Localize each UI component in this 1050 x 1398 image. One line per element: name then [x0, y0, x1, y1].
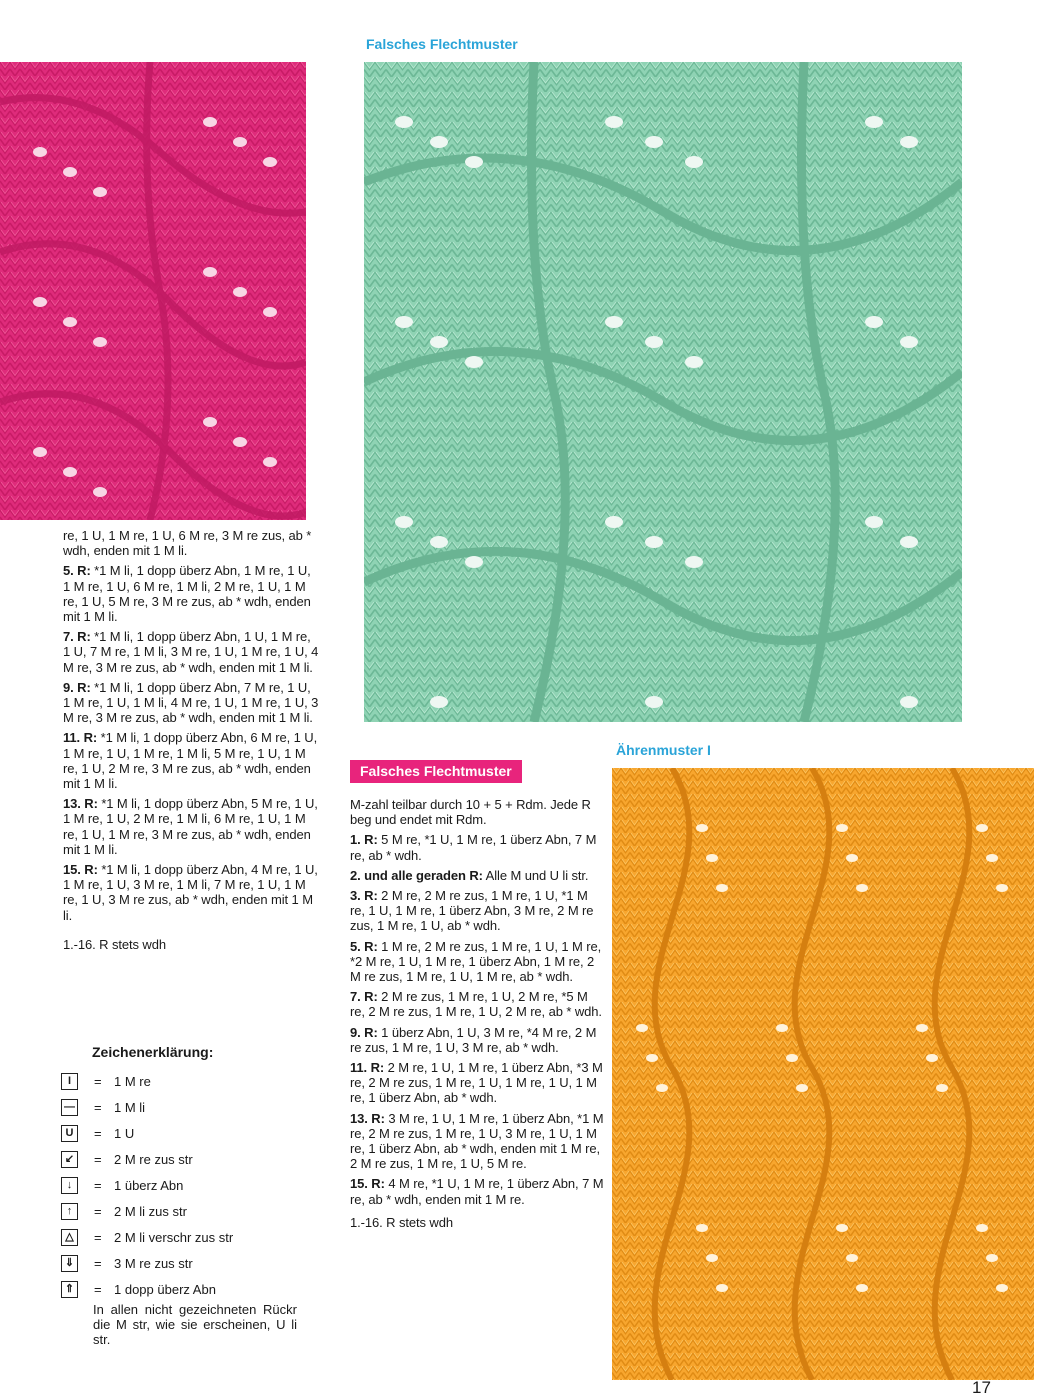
instruction-row — [350, 1111, 606, 1172]
legend-text: 2 M li zus str — [114, 1203, 187, 1219]
pink-lace-swatch-photo — [0, 62, 306, 520]
legend-text: 2 M li verschr zus str — [114, 1229, 234, 1245]
instruction-row — [350, 989, 606, 1019]
legend-note: In allen nicht gezeichneten Rückr die M str, wie sie erscheinen, U li str. — [93, 1302, 297, 1348]
instruction-row — [350, 1176, 606, 1206]
instruction-row — [350, 868, 606, 883]
repeat-note: 1.-16. R stets wdh — [350, 1214, 453, 1230]
yarn-over-icon: U — [61, 1125, 78, 1142]
row-label: 2. und alle geraden R: — [350, 867, 483, 883]
equals-sign: = — [94, 1203, 102, 1219]
row-label: 9. R: — [63, 679, 91, 695]
instruction-row — [63, 563, 321, 624]
row-text: *1 M li, 1 dopp überz Abn, 4 M re, 1 U, 1 M re, 1 U, 3 M re, 1 M li, 7 M re, 1 U, 1 M re, 1 U, 3 M re zus, ab * wdh, enden mit 1 M li. — [63, 862, 318, 923]
instruction-row — [63, 629, 321, 675]
instruction-row — [63, 680, 321, 726]
instruction-row — [63, 528, 321, 558]
photo-caption-falsches-flechtmuster: Falsches Flechtmuster — [366, 36, 518, 52]
row-label: 11. R: — [63, 730, 98, 746]
instruction-row — [350, 888, 606, 934]
equals-sign: = — [94, 1151, 102, 1167]
legend-text: 1 M li — [114, 1099, 146, 1115]
equals-sign: = — [94, 1281, 102, 1297]
equals-sign: = — [94, 1229, 102, 1245]
instruction-row — [63, 730, 321, 791]
instruction-row — [63, 796, 321, 857]
legend-text: 1 dopp überz Abn — [114, 1281, 216, 1297]
row-label: 1. R: — [350, 832, 378, 848]
green-lace-swatch-photo — [364, 62, 962, 722]
equals-sign: = — [94, 1255, 102, 1271]
row-text: *1 M li, 1 dopp überz Abn, 1 U, 1 M re, 1 U, 7 M re, 1 M li, 3 M re, 1 U, 1 M re, 1 U, 4 M re, 3 M re zus, ab * wdh, enden mit 1 M li. — [63, 629, 319, 675]
equals-sign: = — [94, 1099, 102, 1115]
row-label: 7. R: — [63, 629, 91, 645]
green-swatch-image — [364, 62, 962, 722]
section-heading-badge: Falsches Flechtmuster — [350, 760, 522, 783]
orange-lace-swatch-photo — [612, 768, 1034, 1380]
legend-row — [61, 1276, 321, 1302]
legend-row — [61, 1172, 321, 1198]
p2tog-icon: ↑ — [61, 1203, 78, 1220]
legend-row — [61, 1120, 321, 1146]
instruction-row — [63, 862, 321, 923]
row-text: 3 M re, 1 U, 1 M re, 1 überz Abn, *1 M re, 2 M re zus, 1 M re, 1 U, 3 M re, 1 U, 1 M re, 1 überz Abn, ab * wdh, enden mit 1 M re, 2 M re zus, 1 M re, 1 U, 5 M re. — [350, 1110, 604, 1172]
row-text: 1 überz Abn, 1 U, 3 M re, *4 M re, 2 M re zus, 1 M re, 1 U, 3 M re, ab * wdh. — [350, 1024, 597, 1055]
legend-row — [61, 1224, 321, 1250]
p2tog-tbl-icon: △ — [61, 1229, 78, 1246]
row-text: Alle M und U li str. — [482, 867, 589, 883]
legend-text: 1 U — [114, 1125, 135, 1141]
row-label: 9. R: — [350, 1024, 378, 1040]
legend-row — [61, 1198, 321, 1224]
row-label: 11. R: — [350, 1060, 385, 1076]
row-text: *1 M li, 1 dopp überz Abn, 1 M re, 1 U, 1 M re, 1 U, 6 M re, 1 M li, 2 M re, 1 U, 1 M re, 1 U, 5 M re, 3 M re zus, ab * wdh, enden mit 1 M li. — [63, 563, 311, 625]
pink-swatch-image — [0, 62, 306, 520]
row-text: *1 M li, 1 dopp überz Abn, 7 M re, 1 U, 1 M re, 1 U, 1 M li, 4 M re, 1 U, 1 M re, 1 U, 3 M re, 3 M re zus, ab * wdh, enden mit 1 M li. — [63, 679, 319, 726]
skp-icon: ↓ — [61, 1177, 78, 1194]
row-text: 1 M re, 2 M re zus, 1 M re, 1 U, 1 M re, *2 M re, 1 U, 1 M re, 1 überz Abn, 1 M re, 2 M re zus, 1 M re, 1 U, 1 M re, ab * wdh. — [350, 938, 602, 985]
row-text: 2 M re, 2 M re zus, 1 M re, 1 U, *1 M re, 1 U, 1 M re, 1 überz Abn, 3 M re, 2 M re zus, 1 M re, 1 U, ab * wdh. — [350, 888, 594, 934]
instruction-row — [350, 1025, 606, 1055]
row-label: 13. R: — [350, 1110, 385, 1126]
row-label: 15. R: — [63, 862, 98, 878]
photo-caption-ahrenmuster: Ährenmuster I — [616, 742, 711, 758]
legend-text: 1 überz Abn — [114, 1177, 184, 1193]
row-text: re, 1 U, 1 M re, 1 U, 6 M re, 3 M re zus, ab * wdh, enden mit 1 M li. — [63, 528, 312, 559]
legend-text: 2 M re zus str — [114, 1151, 193, 1167]
instruction-row — [350, 939, 606, 985]
row-label: 5. R: — [63, 563, 91, 579]
instruction-row — [350, 832, 606, 862]
knit-stitch-icon: I — [61, 1073, 78, 1090]
k2tog-icon: ↙ — [61, 1151, 78, 1168]
legend-row — [61, 1094, 321, 1120]
legend-row — [61, 1068, 321, 1094]
purl-stitch-icon: — — [61, 1099, 78, 1116]
mid-instructions-column — [350, 797, 606, 1235]
equals-sign: = — [94, 1177, 102, 1193]
orange-swatch-image — [612, 768, 1034, 1380]
row-label: 5. R: — [350, 938, 378, 954]
repeat-note: 1.-16. R stets wdh — [63, 936, 166, 952]
stitch-count-intro: M-zahl teilbar durch 10 + 5 + Rdm. Jede R beg und endet mit Rdm. — [350, 797, 591, 828]
row-text: 5 M re, *1 U, 1 M re, 1 überz Abn, 7 M re, ab * wdh. — [350, 832, 597, 863]
row-label: 3. R: — [350, 888, 378, 904]
row-label: 7. R: — [350, 989, 378, 1005]
row-label: 13. R: — [63, 796, 98, 812]
legend-row — [61, 1146, 321, 1172]
row-text: *1 M li, 1 dopp überz Abn, 6 M re, 1 U, 1 M re, 1 U, 1 M re, 1 M li, 5 M re, 1 U, 1 M re, 1 U, 2 M re, 3 M re zus, ab * wdh, enden mit 1 M li. — [63, 730, 318, 792]
left-instructions-column — [63, 528, 321, 957]
legend-text: 3 M re zus str — [114, 1255, 193, 1271]
row-text: 4 M re, *1 U, 1 M re, 1 überz Abn, 7 M re, ab * wdh, enden mit 1 M re. — [350, 1176, 604, 1207]
equals-sign: = — [94, 1125, 102, 1141]
legend-row — [61, 1250, 321, 1276]
k3tog-icon: ⇓ — [61, 1255, 78, 1272]
row-text: 2 M re, 1 U, 1 M re, 1 überz Abn, *3 M re, 2 M re zus, 1 M re, 1 U, 1 M re, 1 U, 1 M re, 1 überz Abn, ab * wdh. — [350, 1060, 603, 1106]
row-text: *1 M li, 1 dopp überz Abn, 5 M re, 1 U, 1 M re, 1 U, 2 M re, 1 M li, 6 M re, 1 U, 1 M re, 1 U, 1 M re, 3 M re zus, ab * wdh, enden mit 1 M li. — [63, 796, 318, 857]
instruction-row — [350, 1060, 606, 1106]
double-decrease-icon: ⇑ — [61, 1281, 78, 1298]
legend-title: Zeichenerklärung: — [92, 1044, 214, 1060]
row-text: 2 M re zus, 1 M re, 1 U, 2 M re, *5 M re, 2 M re zus, 1 M re, 1 U, 2 M re, ab * wdh. — [350, 989, 602, 1020]
row-label: 15. R: — [350, 1176, 385, 1192]
equals-sign: = — [94, 1073, 102, 1089]
symbol-legend — [61, 1068, 321, 1302]
legend-text: 1 M re — [114, 1073, 151, 1089]
page-number: 17 — [972, 1378, 991, 1397]
